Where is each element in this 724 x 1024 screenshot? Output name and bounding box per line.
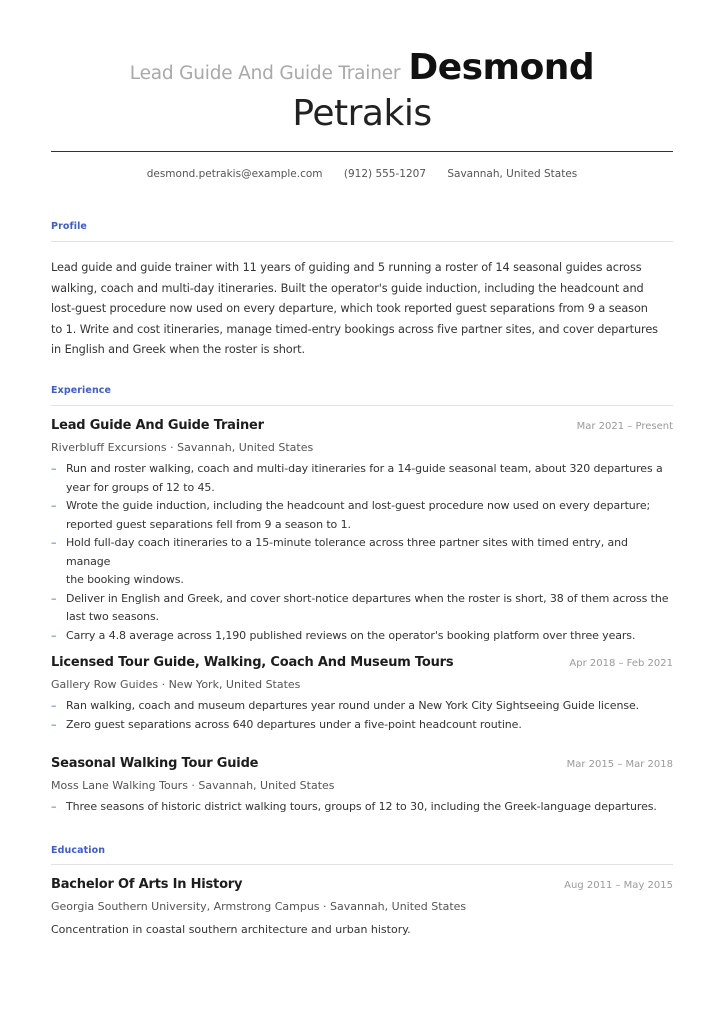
bullet-item: – Run and roster walking, coach and multi-day itineraries for a 14-guide seasonal team, about 320 departures a year for groups of 12 to 45. (51, 462, 663, 494)
education-note: Concentration in coastal southern architecture and urban history. (51, 923, 411, 936)
section-divider (51, 241, 673, 242)
profile-line: Lead guide and guide trainer with 11 years of guiding and 5 running a roster of 14 seasonal guides across (51, 261, 642, 274)
resume-page (51, 0, 673, 1024)
job-title: Lead Guide And Guide Trainer (51, 418, 264, 433)
school-name: Georgia Southern University, Armstrong Campus · Savannah, United States (51, 900, 467, 913)
bullet-list (51, 798, 673, 817)
dash-icon: – (51, 699, 57, 712)
degree-title: Bachelor Of Arts In History (51, 877, 243, 892)
dash-icon: – (51, 591, 57, 605)
header-divider (51, 151, 673, 152)
experience-entry (51, 418, 673, 645)
job-dates: Mar 2021 – Present (576, 421, 673, 432)
section-label-experience: Experience (51, 385, 112, 396)
bullet-list (51, 460, 673, 645)
dash-icon: – (51, 717, 57, 731)
education-entry (51, 877, 673, 939)
first-name: Desmond (408, 47, 595, 88)
job-role-title: Lead Guide And Guide Trainer (129, 63, 401, 84)
bullet-item: – Zero guest separations across 640 departures under a five-point headcount routine. (51, 716, 673, 735)
bullet-item: – Hold full-day coach itineraries to a 15-minute tolerance across three partner sites with timed entry, and manage the booking windows. (51, 536, 628, 586)
education-dates: Aug 2011 – May 2015 (564, 880, 673, 891)
bullet-item: – Three seasons of historic district walking tours, groups of 12 to 30, including the Greek-language departures. (51, 798, 673, 817)
dash-icon: – (51, 800, 57, 813)
last-name: Petrakis (292, 93, 432, 134)
title-line (51, 46, 673, 96)
contact-email[interactable]: desmond.petrakis@example.com (146, 168, 323, 180)
resume-header (51, 46, 673, 134)
profile-summary (51, 258, 673, 361)
job-organization: Gallery Row Guides · New York, United States (51, 678, 301, 691)
contact-line (51, 168, 673, 180)
bullet-item: – Wrote the guide induction, including the headcount and lost-guest procedure now used on every departure; reported guest separations fell from 9 a season to 1. (51, 499, 651, 531)
section-divider (51, 864, 673, 865)
bullet-item: – Ran walking, coach and museum departures year round under a New York City Sightseeing Guide license. (51, 697, 673, 716)
job-organization: Riverbluff Excursions · Savannah, United States (51, 441, 314, 454)
profile-line: to 1. Write and cost itineraries, manage timed-entry bookings across five partner sites, and cover departures (51, 322, 658, 336)
contact-location: Savannah, United States (447, 168, 578, 180)
section-label-education: Education (51, 845, 106, 856)
dash-icon: – (51, 628, 57, 642)
job-dates: Mar 2015 – Mar 2018 (566, 759, 673, 770)
experience-entry (51, 756, 673, 817)
dash-icon: – (51, 462, 57, 475)
bullet-list (51, 697, 673, 734)
section-label-profile: Profile (51, 221, 87, 232)
profile-line: in English and Greek when the roster is short. (51, 343, 305, 356)
job-title: Seasonal Walking Tour Guide (51, 756, 259, 771)
experience-entry (51, 655, 673, 734)
bullet-item: – Carry a 4.8 average across 1,190 published reviews on the operator's booking platform over three years. (51, 627, 673, 646)
section-divider (51, 405, 673, 406)
profile-line: walking, coach and multi-day itineraries. Built the operator's guide induction, including the headcount and (51, 281, 644, 295)
profile-line: lost-guest procedure now used on every departure, which took reported guest separations from 9 a season (51, 302, 648, 315)
dash-icon: – (51, 499, 57, 512)
job-dates: Apr 2018 – Feb 2021 (569, 658, 673, 669)
job-organization: Moss Lane Walking Tours · Savannah, United States (51, 779, 335, 792)
bullet-item: – Deliver in English and Greek, and cover short-notice departures when the roster is short, 38 of them across the last two seasons. (51, 591, 669, 623)
dash-icon: – (51, 536, 57, 549)
job-title: Licensed Tour Guide, Walking, Coach And Museum Tours (51, 655, 454, 670)
contact-phone[interactable]: (912) 555-1207 (343, 168, 426, 180)
